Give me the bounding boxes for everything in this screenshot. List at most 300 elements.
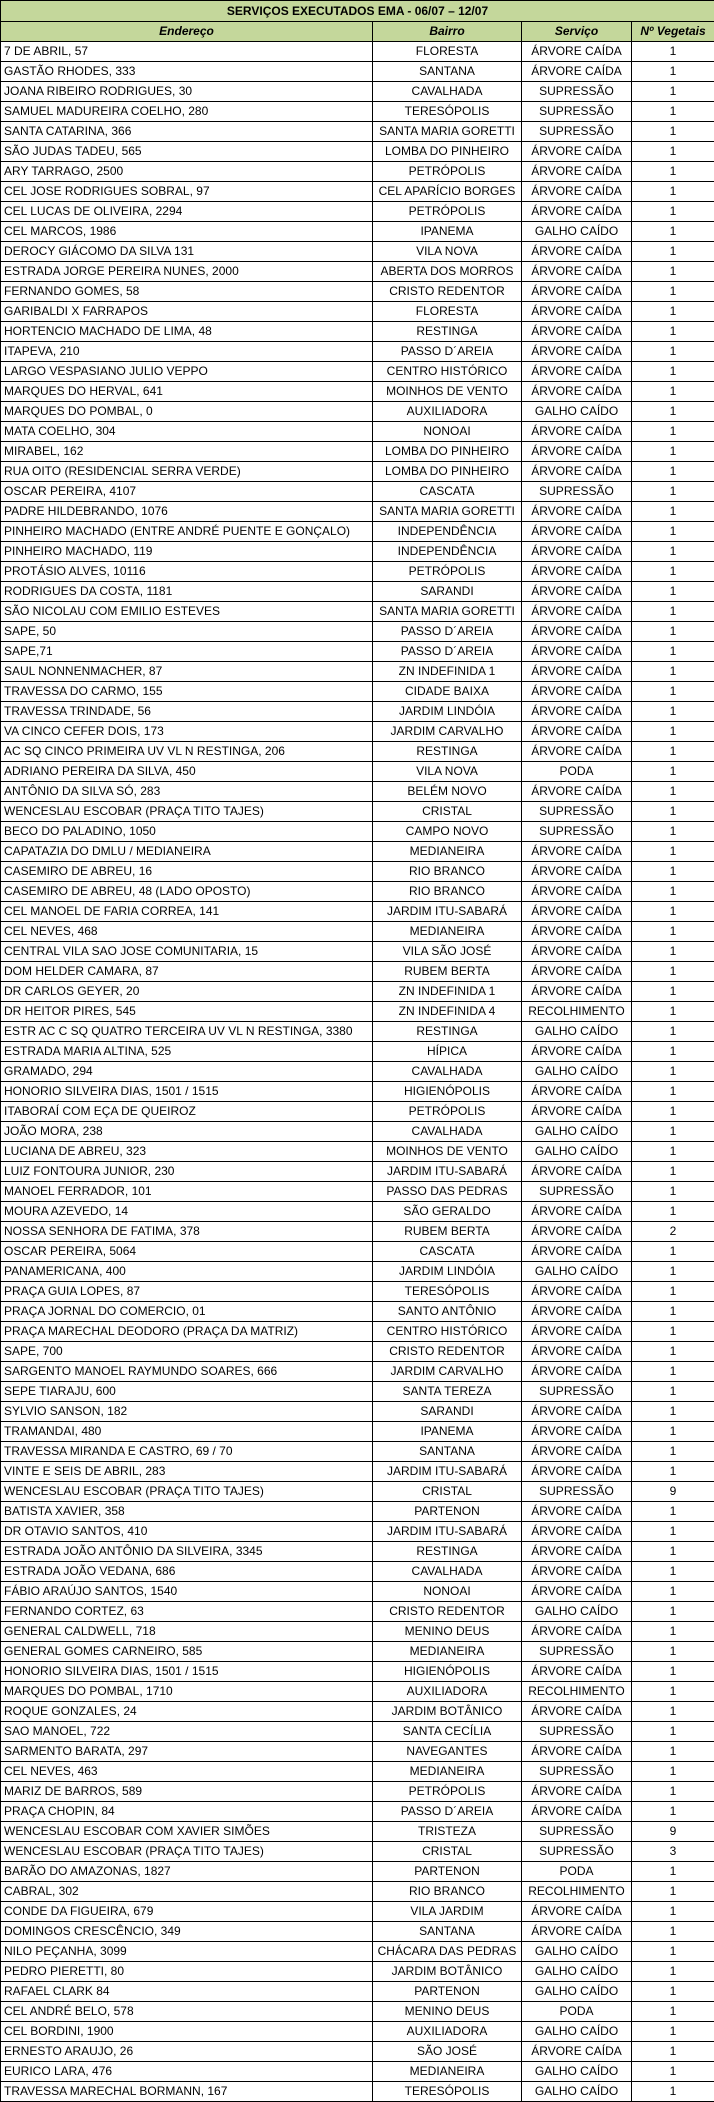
cell-endereco: CAPATAZIA DO DMLU / MEDIANEIRA	[1, 842, 373, 862]
table-row	[1, 282, 714, 302]
cell-endereco: ESTRADA JOÃO VEDANA, 686	[1, 1562, 373, 1582]
cell-servico: ÁRVORE CAÍDA	[522, 522, 632, 542]
table-row	[1, 1322, 714, 1342]
cell-servico: ÁRVORE CAÍDA	[522, 1302, 632, 1322]
cell-bairro: PETRÓPOLIS	[373, 1102, 522, 1122]
cell-endereco: ITABORAÍ COM EÇA DE QUEIROZ	[1, 1102, 373, 1122]
cell-bairro: SÃO JOSÉ	[373, 2042, 522, 2062]
cell-num-vegetais: 1	[632, 1582, 714, 1602]
title-row	[1, 1, 714, 22]
cell-num-vegetais: 1	[632, 1922, 714, 1942]
cell-endereco: NOSSA SENHORA DE FATIMA, 378	[1, 1222, 373, 1242]
cell-num-vegetais: 1	[632, 1102, 714, 1122]
table-row	[1, 422, 714, 442]
cell-bairro: CAVALHADA	[373, 1562, 522, 1582]
cell-num-vegetais: 1	[632, 1322, 714, 1342]
cell-servico: SUPRESSÃO	[522, 122, 632, 142]
cell-num-vegetais: 1	[632, 1802, 714, 1822]
cell-bairro: CAVALHADA	[373, 82, 522, 102]
cell-endereco: GENERAL GOMES CARNEIRO, 585	[1, 1642, 373, 1662]
cell-servico: ÁRVORE CAÍDA	[522, 1082, 632, 1102]
table-row	[1, 1422, 714, 1442]
cell-bairro: PASSO D´AREIA	[373, 1802, 522, 1822]
cell-bairro: SÃO GERALDO	[373, 1202, 522, 1222]
cell-endereco: ARY TARRAGO, 2500	[1, 162, 373, 182]
cell-servico: ÁRVORE CAÍDA	[522, 1042, 632, 1062]
cell-bairro: CAVALHADA	[373, 1062, 522, 1082]
cell-endereco: DR OTAVIO SANTOS, 410	[1, 1522, 373, 1542]
cell-num-vegetais: 1	[632, 2002, 714, 2022]
cell-bairro: CAVALHADA	[373, 1122, 522, 1142]
cell-num-vegetais: 1	[632, 142, 714, 162]
cell-num-vegetais: 1	[632, 1462, 714, 1482]
cell-endereco: CEL NEVES, 463	[1, 1762, 373, 1782]
cell-num-vegetais: 1	[632, 202, 714, 222]
cell-endereco: NILO PEÇANHA, 3099	[1, 1942, 373, 1962]
cell-num-vegetais: 1	[632, 2082, 714, 2102]
cell-endereco: VINTE E SEIS DE ABRIL, 283	[1, 1462, 373, 1482]
cell-num-vegetais: 1	[632, 882, 714, 902]
table-row	[1, 662, 714, 682]
cell-servico: ÁRVORE CAÍDA	[522, 202, 632, 222]
cell-num-vegetais: 1	[632, 1562, 714, 1582]
cell-endereco: DEROCY GIÁCOMO DA SILVA 131	[1, 242, 373, 262]
table-row	[1, 142, 714, 162]
cell-bairro: JARDIM CARVALHO	[373, 722, 522, 742]
cell-endereco: ITAPEVA, 210	[1, 342, 373, 362]
table-row	[1, 522, 714, 542]
cell-num-vegetais: 1	[632, 282, 714, 302]
cell-num-vegetais: 1	[632, 1782, 714, 1802]
cell-endereco: MARQUES DO POMBAL, 1710	[1, 1682, 373, 1702]
cell-num-vegetais: 1	[632, 702, 714, 722]
cell-endereco: MARQUES DO HERVAL, 641	[1, 382, 373, 402]
cell-bairro: SARANDI	[373, 1402, 522, 1422]
table-row	[1, 1922, 714, 1942]
cell-endereco: DR CARLOS GEYER, 20	[1, 982, 373, 1002]
cell-endereco: SAPE, 50	[1, 622, 373, 642]
cell-endereco: TRAMANDAI, 480	[1, 1422, 373, 1442]
cell-servico: ÁRVORE CAÍDA	[522, 1282, 632, 1302]
cell-num-vegetais: 1	[632, 182, 714, 202]
cell-num-vegetais: 1	[632, 342, 714, 362]
cell-bairro: ZN INDEFINIDA 1	[373, 662, 522, 682]
cell-bairro: PETRÓPOLIS	[373, 1782, 522, 1802]
cell-bairro: TRISTEZA	[373, 1822, 522, 1842]
cell-num-vegetais: 1	[632, 2062, 714, 2082]
cell-bairro: NAVEGANTES	[373, 1742, 522, 1762]
cell-endereco: JOÃO MORA, 238	[1, 1122, 373, 1142]
cell-servico: ÁRVORE CAÍDA	[522, 582, 632, 602]
table-row	[1, 742, 714, 762]
table-row	[1, 842, 714, 862]
table-row	[1, 1062, 714, 1082]
cell-num-vegetais: 1	[632, 402, 714, 422]
table-row	[1, 162, 714, 182]
cell-num-vegetais: 1	[632, 382, 714, 402]
cell-endereco: BATISTA XAVIER, 358	[1, 1502, 373, 1522]
cell-servico: RECOLHIMENTO	[522, 1882, 632, 1902]
cell-endereco: SYLVIO SANSON, 182	[1, 1402, 373, 1422]
cell-bairro: SANTA MARIA GORETTI	[373, 122, 522, 142]
cell-endereco: WENCESLAU ESCOBAR COM XAVIER SIMÕES	[1, 1822, 373, 1842]
table-row	[1, 402, 714, 422]
cell-endereco: PRAÇA GUIA LOPES, 87	[1, 1282, 373, 1302]
cell-bairro: JARDIM ITU-SABARÁ	[373, 1462, 522, 1482]
cell-bairro: CASCATA	[373, 482, 522, 502]
table-row	[1, 1762, 714, 1782]
cell-bairro: RESTINGA	[373, 1022, 522, 1042]
cell-num-vegetais: 1	[632, 802, 714, 822]
cell-bairro: JARDIM BOTÂNICO	[373, 1962, 522, 1982]
cell-num-vegetais: 1	[632, 1642, 714, 1662]
cell-bairro: FLORESTA	[373, 42, 522, 62]
cell-num-vegetais: 1	[632, 1142, 714, 1162]
cell-bairro: HIGIENÓPOLIS	[373, 1082, 522, 1102]
table-row	[1, 1962, 714, 1982]
cell-endereco: SÃO JUDAS TADEU, 565	[1, 142, 373, 162]
cell-num-vegetais: 1	[632, 962, 714, 982]
cell-endereco: ESTRADA JOÃO ANTÔNIO DA SILVEIRA, 3345	[1, 1542, 373, 1562]
cell-num-vegetais: 1	[632, 902, 714, 922]
cell-bairro: TERESÓPOLIS	[373, 2082, 522, 2102]
cell-servico: ÁRVORE CAÍDA	[522, 902, 632, 922]
cell-bairro: ABERTA DOS MORROS	[373, 262, 522, 282]
table-row	[1, 1202, 714, 1222]
cell-servico: SUPRESSÃO	[522, 822, 632, 842]
cell-endereco: ESTRADA MARIA ALTINA, 525	[1, 1042, 373, 1062]
cell-servico: ÁRVORE CAÍDA	[522, 462, 632, 482]
cell-endereco: FERNANDO CORTEZ, 63	[1, 1602, 373, 1622]
header-num-vegetais: Nº Vegetais	[632, 22, 714, 42]
table-row	[1, 982, 714, 1002]
cell-bairro: MENINO DEUS	[373, 1622, 522, 1642]
cell-num-vegetais: 1	[632, 562, 714, 582]
cell-servico: ÁRVORE CAÍDA	[522, 1922, 632, 1942]
cell-servico: ÁRVORE CAÍDA	[522, 682, 632, 702]
cell-bairro: SARANDI	[373, 582, 522, 602]
cell-servico: GALHO CAÍDO	[522, 222, 632, 242]
cell-num-vegetais: 1	[632, 682, 714, 702]
table-row	[1, 362, 714, 382]
cell-num-vegetais: 1	[632, 1662, 714, 1682]
cell-num-vegetais: 1	[632, 242, 714, 262]
table-row	[1, 882, 714, 902]
table-row	[1, 1242, 714, 1262]
cell-bairro: MEDIANEIRA	[373, 922, 522, 942]
cell-endereco: ESTR AC C SQ QUATRO TERCEIRA UV VL N RESTINGA, 3380	[1, 1022, 373, 1042]
table-row	[1, 342, 714, 362]
cell-bairro: LOMBA DO PINHEIRO	[373, 462, 522, 482]
cell-num-vegetais: 1	[632, 522, 714, 542]
cell-endereco: GARIBALDI X FARRAPOS	[1, 302, 373, 322]
table-row	[1, 1342, 714, 1362]
cell-num-vegetais: 1	[632, 602, 714, 622]
cell-servico: ÁRVORE CAÍDA	[522, 882, 632, 902]
cell-servico: ÁRVORE CAÍDA	[522, 1322, 632, 1342]
cell-endereco: DR HEITOR PIRES, 545	[1, 1002, 373, 1022]
cell-endereco: CEL BORDINI, 1900	[1, 2022, 373, 2042]
cell-bairro: PASSO D´AREIA	[373, 342, 522, 362]
cell-servico: ÁRVORE CAÍDA	[522, 542, 632, 562]
cell-endereco: OSCAR PEREIRA, 5064	[1, 1242, 373, 1262]
table-row	[1, 1902, 714, 1922]
cell-endereco: PADRE HILDEBRANDO, 1076	[1, 502, 373, 522]
cell-bairro: PARTENON	[373, 1862, 522, 1882]
cell-bairro: MENINO DEUS	[373, 2002, 522, 2022]
table-row	[1, 1282, 714, 1302]
table-row	[1, 582, 714, 602]
cell-servico: ÁRVORE CAÍDA	[522, 1402, 632, 1422]
cell-num-vegetais: 1	[632, 1282, 714, 1302]
cell-bairro: CAMPO NOVO	[373, 822, 522, 842]
cell-servico: GALHO CAÍDO	[522, 2082, 632, 2102]
cell-servico: ÁRVORE CAÍDA	[522, 282, 632, 302]
cell-bairro: CRISTO REDENTOR	[373, 282, 522, 302]
table-row	[1, 102, 714, 122]
cell-bairro: CRISTAL	[373, 1842, 522, 1862]
cell-bairro: NONOAI	[373, 422, 522, 442]
table-row	[1, 1982, 714, 2002]
cell-num-vegetais: 1	[632, 1622, 714, 1642]
cell-bairro: TERESÓPOLIS	[373, 102, 522, 122]
cell-endereco: ESTRADA JORGE PEREIRA NUNES, 2000	[1, 262, 373, 282]
cell-num-vegetais: 1	[632, 942, 714, 962]
cell-endereco: PROTÁSIO ALVES, 10116	[1, 562, 373, 582]
table-row	[1, 722, 714, 742]
cell-servico: ÁRVORE CAÍDA	[522, 922, 632, 942]
cell-servico: GALHO CAÍDO	[522, 1122, 632, 1142]
table-row	[1, 242, 714, 262]
cell-servico: GALHO CAÍDO	[522, 1262, 632, 1282]
cell-num-vegetais: 1	[632, 1702, 714, 1722]
table-row	[1, 1222, 714, 1242]
table-row	[1, 1502, 714, 1522]
cell-endereco: RAFAEL CLARK 84	[1, 1982, 373, 2002]
cell-bairro: RIO BRANCO	[373, 882, 522, 902]
cell-endereco: CEL JOSE RODRIGUES SOBRAL, 97	[1, 182, 373, 202]
cell-num-vegetais: 1	[632, 1382, 714, 1402]
cell-bairro: AUXILIADORA	[373, 2022, 522, 2042]
cell-endereco: OSCAR PEREIRA, 4107	[1, 482, 373, 502]
cell-bairro: LOMBA DO PINHEIRO	[373, 142, 522, 162]
cell-servico: SUPRESSÃO	[522, 802, 632, 822]
cell-bairro: VILA JARDIM	[373, 1902, 522, 1922]
cell-servico: GALHO CAÍDO	[522, 2022, 632, 2042]
cell-num-vegetais: 1	[632, 1002, 714, 1022]
cell-num-vegetais: 1	[632, 1042, 714, 1062]
cell-endereco: WENCESLAU ESCOBAR (PRAÇA TITO TAJES)	[1, 1482, 373, 1502]
cell-servico: ÁRVORE CAÍDA	[522, 702, 632, 722]
cell-endereco: RODRIGUES DA COSTA, 1181	[1, 582, 373, 602]
cell-servico: ÁRVORE CAÍDA	[522, 242, 632, 262]
cell-servico: ÁRVORE CAÍDA	[522, 742, 632, 762]
cell-servico: PODA	[522, 762, 632, 782]
table-row	[1, 42, 714, 62]
cell-endereco: CONDE DA FIGUEIRA, 679	[1, 1902, 373, 1922]
table-row	[1, 2042, 714, 2062]
cell-num-vegetais: 1	[632, 1522, 714, 1542]
table-row	[1, 822, 714, 842]
cell-num-vegetais: 1	[632, 622, 714, 642]
table-row	[1, 1562, 714, 1582]
cell-bairro: PETRÓPOLIS	[373, 202, 522, 222]
table-row	[1, 1042, 714, 1062]
cell-num-vegetais: 3	[632, 1842, 714, 1862]
cell-num-vegetais: 1	[632, 1182, 714, 1202]
cell-servico: PODA	[522, 2002, 632, 2022]
cell-num-vegetais: 1	[632, 1062, 714, 1082]
cell-bairro: FLORESTA	[373, 302, 522, 322]
cell-bairro: CIDADE BAIXA	[373, 682, 522, 702]
table-row	[1, 1082, 714, 1102]
cell-bairro: ZN INDEFINIDA 1	[373, 982, 522, 1002]
cell-endereco: HORTENCIO MACHADO DE LIMA, 48	[1, 322, 373, 342]
cell-endereco: TRAVESSA MARECHAL BORMANN, 167	[1, 2082, 373, 2102]
cell-bairro: MEDIANEIRA	[373, 1642, 522, 1662]
cell-endereco: SAMUEL MADUREIRA COELHO, 280	[1, 102, 373, 122]
cell-num-vegetais: 1	[632, 502, 714, 522]
cell-servico: GALHO CAÍDO	[522, 1062, 632, 1082]
cell-num-vegetais: 1	[632, 1682, 714, 1702]
cell-num-vegetais: 1	[632, 262, 714, 282]
cell-servico: ÁRVORE CAÍDA	[522, 962, 632, 982]
table-row	[1, 562, 714, 582]
cell-servico: ÁRVORE CAÍDA	[522, 1622, 632, 1642]
table-row	[1, 222, 714, 242]
cell-servico: ÁRVORE CAÍDA	[522, 1802, 632, 1822]
table-row	[1, 602, 714, 622]
table-row	[1, 1402, 714, 1422]
table-row	[1, 1462, 714, 1482]
cell-num-vegetais: 1	[632, 1242, 714, 1262]
cell-endereco: CASEMIRO DE ABREU, 16	[1, 862, 373, 882]
table-row	[1, 1142, 714, 1162]
cell-num-vegetais: 1	[632, 542, 714, 562]
cell-endereco: CENTRAL VILA SAO JOSE COMUNITARIA, 15	[1, 942, 373, 962]
cell-bairro: MEDIANEIRA	[373, 842, 522, 862]
cell-num-vegetais: 1	[632, 1122, 714, 1142]
table-row	[1, 182, 714, 202]
cell-bairro: CRISTO REDENTOR	[373, 1342, 522, 1362]
cell-endereco: AC SQ CINCO PRIMEIRA UV VL N RESTINGA, 206	[1, 742, 373, 762]
cell-endereco: ROQUE GONZALES, 24	[1, 1702, 373, 1722]
table-row	[1, 302, 714, 322]
cell-num-vegetais: 1	[632, 862, 714, 882]
cell-num-vegetais: 1	[632, 2022, 714, 2042]
cell-bairro: CASCATA	[373, 1242, 522, 1262]
cell-servico: GALHO CAÍDO	[522, 1602, 632, 1622]
cell-endereco: MOURA AZEVEDO, 14	[1, 1202, 373, 1222]
cell-endereco: PANAMERICANA, 400	[1, 1262, 373, 1282]
cell-endereco: PEDRO PIERETTI, 80	[1, 1962, 373, 1982]
cell-endereco: SAPE,71	[1, 642, 373, 662]
cell-endereco: MARIZ DE BARROS, 589	[1, 1782, 373, 1802]
cell-servico: ÁRVORE CAÍDA	[522, 422, 632, 442]
cell-bairro: HÍPICA	[373, 1042, 522, 1062]
cell-endereco: MIRABEL, 162	[1, 442, 373, 462]
cell-servico: ÁRVORE CAÍDA	[522, 1502, 632, 1522]
cell-endereco: SAUL NONNENMACHER, 87	[1, 662, 373, 682]
cell-servico: ÁRVORE CAÍDA	[522, 1902, 632, 1922]
table-row	[1, 782, 714, 802]
table-row	[1, 482, 714, 502]
cell-num-vegetais: 1	[632, 822, 714, 842]
cell-num-vegetais: 1	[632, 1862, 714, 1882]
cell-num-vegetais: 1	[632, 1602, 714, 1622]
cell-endereco: SANTA CATARINA, 366	[1, 122, 373, 142]
cell-bairro: MOINHOS DE VENTO	[373, 1142, 522, 1162]
cell-servico: ÁRVORE CAÍDA	[522, 1422, 632, 1442]
cell-num-vegetais: 1	[632, 1962, 714, 1982]
cell-servico: ÁRVORE CAÍDA	[522, 382, 632, 402]
cell-endereco: LARGO VESPASIANO JULIO VEPPO	[1, 362, 373, 382]
table-row	[1, 1162, 714, 1182]
table-row	[1, 1782, 714, 1802]
cell-servico: ÁRVORE CAÍDA	[522, 502, 632, 522]
table-row	[1, 1842, 714, 1862]
cell-num-vegetais: 1	[632, 302, 714, 322]
table-row	[1, 382, 714, 402]
cell-num-vegetais: 1	[632, 922, 714, 942]
table-row	[1, 902, 714, 922]
cell-servico: ÁRVORE CAÍDA	[522, 342, 632, 362]
cell-endereco: DOM HELDER CAMARA, 87	[1, 962, 373, 982]
cell-bairro: TERESÓPOLIS	[373, 1282, 522, 1302]
cell-servico: GALHO CAÍDO	[522, 1942, 632, 1962]
cell-bairro: SANTO ANTÔNIO	[373, 1302, 522, 1322]
cell-num-vegetais: 1	[632, 462, 714, 482]
cell-num-vegetais: 1	[632, 1942, 714, 1962]
cell-endereco: LUCIANA DE ABREU, 323	[1, 1142, 373, 1162]
cell-endereco: WENCESLAU ESCOBAR (PRAÇA TITO TAJES)	[1, 1842, 373, 1862]
cell-num-vegetais: 1	[632, 1722, 714, 1742]
cell-num-vegetais: 1	[632, 1262, 714, 1282]
cell-num-vegetais: 1	[632, 1202, 714, 1222]
cell-num-vegetais: 1	[632, 82, 714, 102]
cell-endereco: CEL MANOEL DE FARIA CORREA, 141	[1, 902, 373, 922]
cell-num-vegetais: 1	[632, 2042, 714, 2062]
cell-num-vegetais: 1	[632, 1022, 714, 1042]
cell-endereco: MANOEL FERRADOR, 101	[1, 1182, 373, 1202]
table-row	[1, 1742, 714, 1762]
cell-servico: RECOLHIMENTO	[522, 1682, 632, 1702]
cell-servico: ÁRVORE CAÍDA	[522, 662, 632, 682]
cell-bairro: RIO BRANCO	[373, 862, 522, 882]
cell-servico: ÁRVORE CAÍDA	[522, 1102, 632, 1122]
cell-num-vegetais: 1	[632, 1162, 714, 1182]
table-row	[1, 622, 714, 642]
cell-servico: SUPRESSÃO	[522, 1642, 632, 1662]
cell-num-vegetais: 1	[632, 1502, 714, 1522]
cell-servico: SUPRESSÃO	[522, 82, 632, 102]
cell-endereco: ADRIANO PEREIRA DA SILVA, 450	[1, 762, 373, 782]
table-row	[1, 1802, 714, 1822]
cell-num-vegetais: 1	[632, 62, 714, 82]
cell-servico: ÁRVORE CAÍDA	[522, 1462, 632, 1482]
table-row	[1, 962, 714, 982]
cell-bairro: RESTINGA	[373, 322, 522, 342]
cell-endereco: PRAÇA CHOPIN, 84	[1, 1802, 373, 1822]
cell-servico: ÁRVORE CAÍDA	[522, 1442, 632, 1462]
table-row	[1, 1542, 714, 1562]
cell-bairro: CRISTAL	[373, 1482, 522, 1502]
cell-bairro: AUXILIADORA	[373, 402, 522, 422]
table-row	[1, 202, 714, 222]
table-row	[1, 1622, 714, 1642]
cell-endereco: ANTÔNIO DA SILVA SÓ, 283	[1, 782, 373, 802]
table-row	[1, 1102, 714, 1122]
